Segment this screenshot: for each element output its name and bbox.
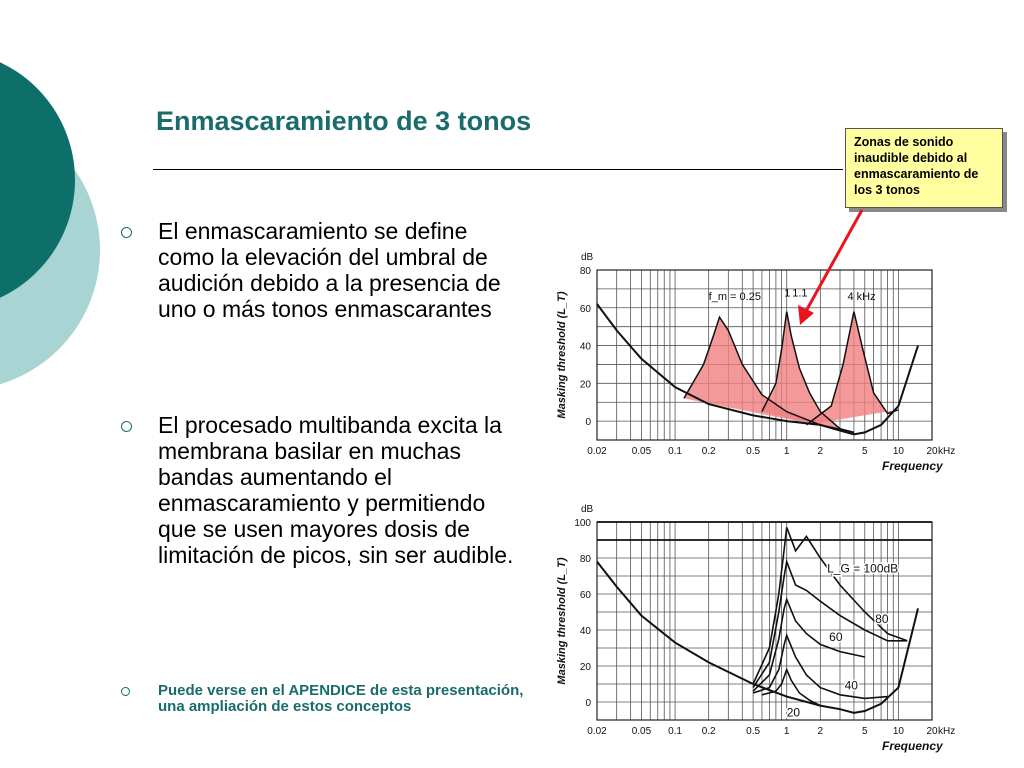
x-tick-label: 1 — [783, 446, 790, 457]
x-unit-label: kHz — [938, 726, 956, 737]
y-tick-label: 40 — [579, 626, 591, 637]
x-tick-label: 1 — [783, 726, 790, 737]
chart-annotation: 1 — [784, 287, 791, 300]
series-label: 20 — [786, 705, 801, 720]
x-axis-label: Frequency — [882, 739, 943, 753]
decorative-circles — [0, 0, 110, 420]
y-tick-label: 60 — [579, 590, 591, 601]
x-tick-label: 2 — [817, 726, 824, 737]
chart-annotation: 4 kHz — [847, 291, 876, 304]
bullet-marker — [121, 227, 132, 238]
y-unit-label: dB — [581, 504, 594, 515]
bullet-1: El enmascaramiento se define como la elevación del umbral de audición debido a la presencia de uno o más tonos enmascarantes — [158, 218, 501, 322]
x-tick-label: 0.1 — [668, 446, 683, 457]
chart-masking-levels — [545, 492, 975, 760]
y-unit-label: dB — [581, 252, 594, 263]
x-tick-label: 0.5 — [746, 726, 761, 737]
callout-arrow — [790, 205, 870, 330]
y-tick-label: 80 — [579, 554, 591, 565]
x-unit-label: kHz — [938, 446, 956, 457]
x-tick-label: 10 — [892, 446, 904, 457]
chart-annotation: 1.1 — [792, 287, 808, 300]
y-tick-label: 40 — [579, 341, 591, 353]
x-tick-label: 0.02 — [587, 446, 607, 457]
chart-annotation: f_m = 0.25 — [708, 291, 761, 304]
y-tick-label: 100 — [574, 518, 591, 529]
bullet-3: Puede verse en el APENDICE de esta presentación, una ampliación de estos conceptos — [158, 682, 524, 715]
y-tick-label: 80 — [579, 266, 591, 277]
series-label: 80 — [875, 611, 889, 626]
x-tick-label: 2 — [817, 446, 824, 457]
y-tick-label: 20 — [579, 662, 591, 673]
x-tick-label: 10 — [892, 726, 904, 737]
title-divider — [153, 169, 843, 170]
y-tick-label: 0 — [585, 698, 591, 709]
arrow-head — [798, 305, 814, 325]
callout-note: Zonas de sonido inaudible debido al enmascaramiento de los 3 tonos — [845, 128, 1003, 208]
series-label: 40 — [844, 678, 858, 693]
bullet-2: El procesado multibanda excita la membrana basilar en muchas bandas aumentando el enmascaramiento y permitiendo que se usen mayores dosis de limitación de picos, sin ser audible. — [158, 412, 514, 568]
x-tick-label: 5 — [861, 726, 868, 737]
slide-title: Enmascaramiento de 3 tonos — [156, 106, 532, 136]
x-tick-label: 0.5 — [746, 446, 761, 457]
x-tick-label: 5 — [861, 446, 868, 457]
y-tick-label: 0 — [585, 417, 591, 429]
y-tick-label: 20 — [579, 379, 591, 391]
bullet-marker — [121, 687, 130, 696]
y-axis-label: Masking threshold (L_T) — [556, 291, 568, 419]
chart-masking-3-tones — [545, 238, 975, 473]
x-tick-label: 0.02 — [587, 726, 607, 737]
y-axis-label: Masking threshold (L_T) — [556, 557, 568, 685]
threshold-curve — [597, 562, 918, 713]
level-curve-20 — [762, 670, 820, 706]
x-tick-label: 20 — [926, 446, 938, 457]
y-tick-label: 60 — [579, 303, 591, 315]
series-label: 60 — [829, 629, 843, 644]
x-axis-label: Frequency — [882, 459, 943, 473]
arrow-line — [805, 210, 862, 313]
x-tick-label: 0.05 — [631, 726, 652, 737]
bullet-marker — [121, 421, 132, 432]
x-tick-label: 0.2 — [701, 726, 716, 737]
x-tick-label: 0.1 — [668, 726, 683, 737]
x-tick-label: 20 — [926, 726, 938, 737]
x-tick-label: 0.2 — [701, 446, 716, 457]
x-tick-label: 0.05 — [631, 446, 652, 457]
legend-label: L_G = 100dB — [827, 561, 899, 576]
